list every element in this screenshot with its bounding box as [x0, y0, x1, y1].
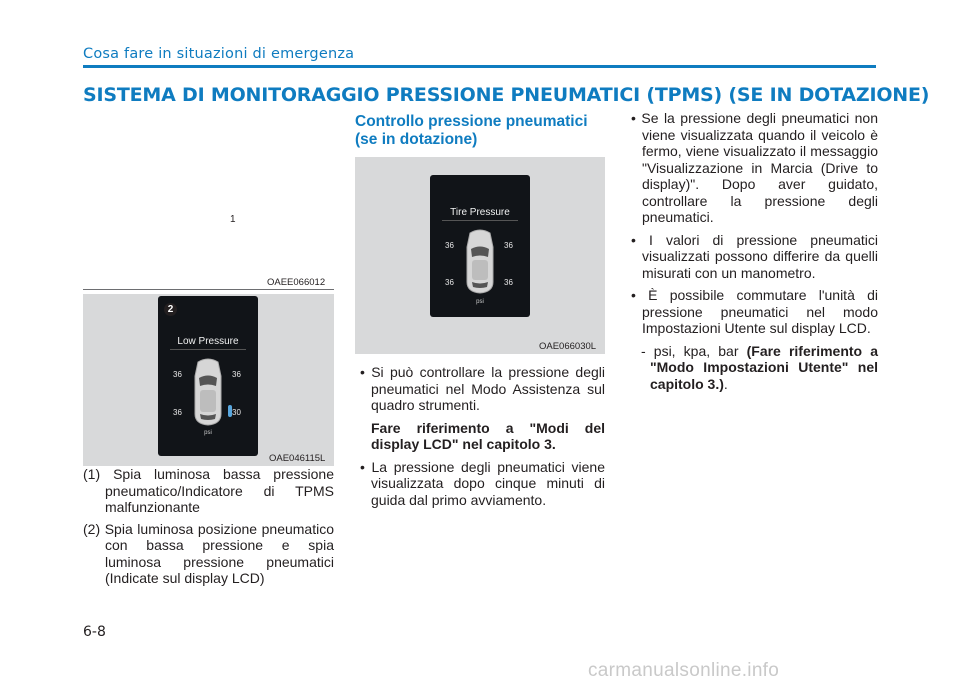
image-code-bottom: OAE046115L — [269, 453, 326, 464]
legend-list — [83, 466, 334, 587]
header-rule — [83, 65, 876, 68]
page-title: SISTEMA DI MONITORAGGIO PRESSIONE PNEUMATICI (TPMS) (SE IN DOTAZIONE) — [83, 84, 930, 106]
legend-item-1: (1) Spia luminosa bassa pressione pneumatico/Indicatore di TPMS malfunzionante — [83, 466, 335, 515]
callout-2: 2 — [164, 303, 177, 316]
page-number: 6-8 — [83, 624, 106, 640]
middle-text — [355, 364, 605, 508]
low-pressure-figure — [83, 294, 334, 466]
tire-value-rear-right: 30 — [232, 408, 241, 417]
section-header: Cosa fare in situazioni di emergenza — [83, 46, 355, 62]
bullet-item: • La pressione degli pneumatici viene visualizzata dopo cinque minuti di guida dal primo avviamento. — [360, 458, 605, 508]
image-divider — [83, 289, 334, 290]
image-code-top: OAEE066012 — [267, 277, 326, 288]
unit-options: - psi, kpa, bar (Fare riferimento a "Modo Impostazioni Utente" nel capitolo 3.). — [641, 342, 878, 392]
display-rule — [170, 349, 246, 350]
car-icon — [462, 227, 498, 295]
tire-pressure-figure — [355, 157, 605, 354]
tire-value-front-left: 36 — [445, 241, 454, 250]
right-text — [626, 110, 878, 392]
cluster-display — [158, 296, 258, 456]
bullet-item: • I valori di pressione pneumatici visualizzati possono differire da quelli misurati con un manometro. — [631, 231, 878, 281]
tire-value-rear-right: 36 — [504, 278, 513, 287]
tire-value-rear-left: 36 — [173, 408, 182, 417]
watermark: carmanualsonline.info — [588, 660, 780, 681]
tire-value-front-right: 36 — [504, 241, 513, 250]
low-tire-indicator-icon — [228, 405, 232, 417]
car-icon — [190, 356, 226, 428]
section-heading: Controllo pressione pneumatici (se in dotazione) — [355, 113, 588, 148]
display-title: Low Pressure — [177, 336, 239, 347]
image-code-middle: OAE066030L — [539, 341, 597, 352]
cluster-display-tire-pressure — [430, 175, 530, 317]
pressure-unit: psi — [476, 299, 484, 305]
pressure-unit: psi — [204, 430, 212, 436]
bullet-item: • È possibile commutare l'unità di pressione pneumatici nel modo Impostazioni Utente sul display LCD. — [631, 287, 878, 336]
legend-item-2: (2) Spia luminosa posizione pneumatico con bassa pressione e spia luminosa pressione pneumatici (Indicate sul display LCD) — [83, 520, 335, 586]
bullet-item: • Se la pressione degli pneumatici non viene visualizzata quando il veicolo è fermo, viene visualizzato il messaggio "Visualizzazione in Marcia (Drive to display)". Dopo aver guidato, controllare la pressione degli pneumatici. — [631, 110, 878, 225]
tire-value-rear-left: 36 — [445, 278, 454, 287]
display-title-tire-pressure: Tire Pressure — [450, 207, 510, 218]
reference-note: Fare riferimento a "Modi del display LCD" nel capitolo 3. — [371, 419, 605, 452]
tire-value-front-right: 36 — [232, 370, 241, 379]
callout-1: 1 — [230, 214, 236, 225]
bullet-item: • Si può controllare la pressione degli pneumatici nel Modo Assistenza sul quadro strumenti. — [360, 364, 605, 413]
display-rule — [442, 220, 518, 221]
tire-value-front-left: 36 — [173, 370, 182, 379]
